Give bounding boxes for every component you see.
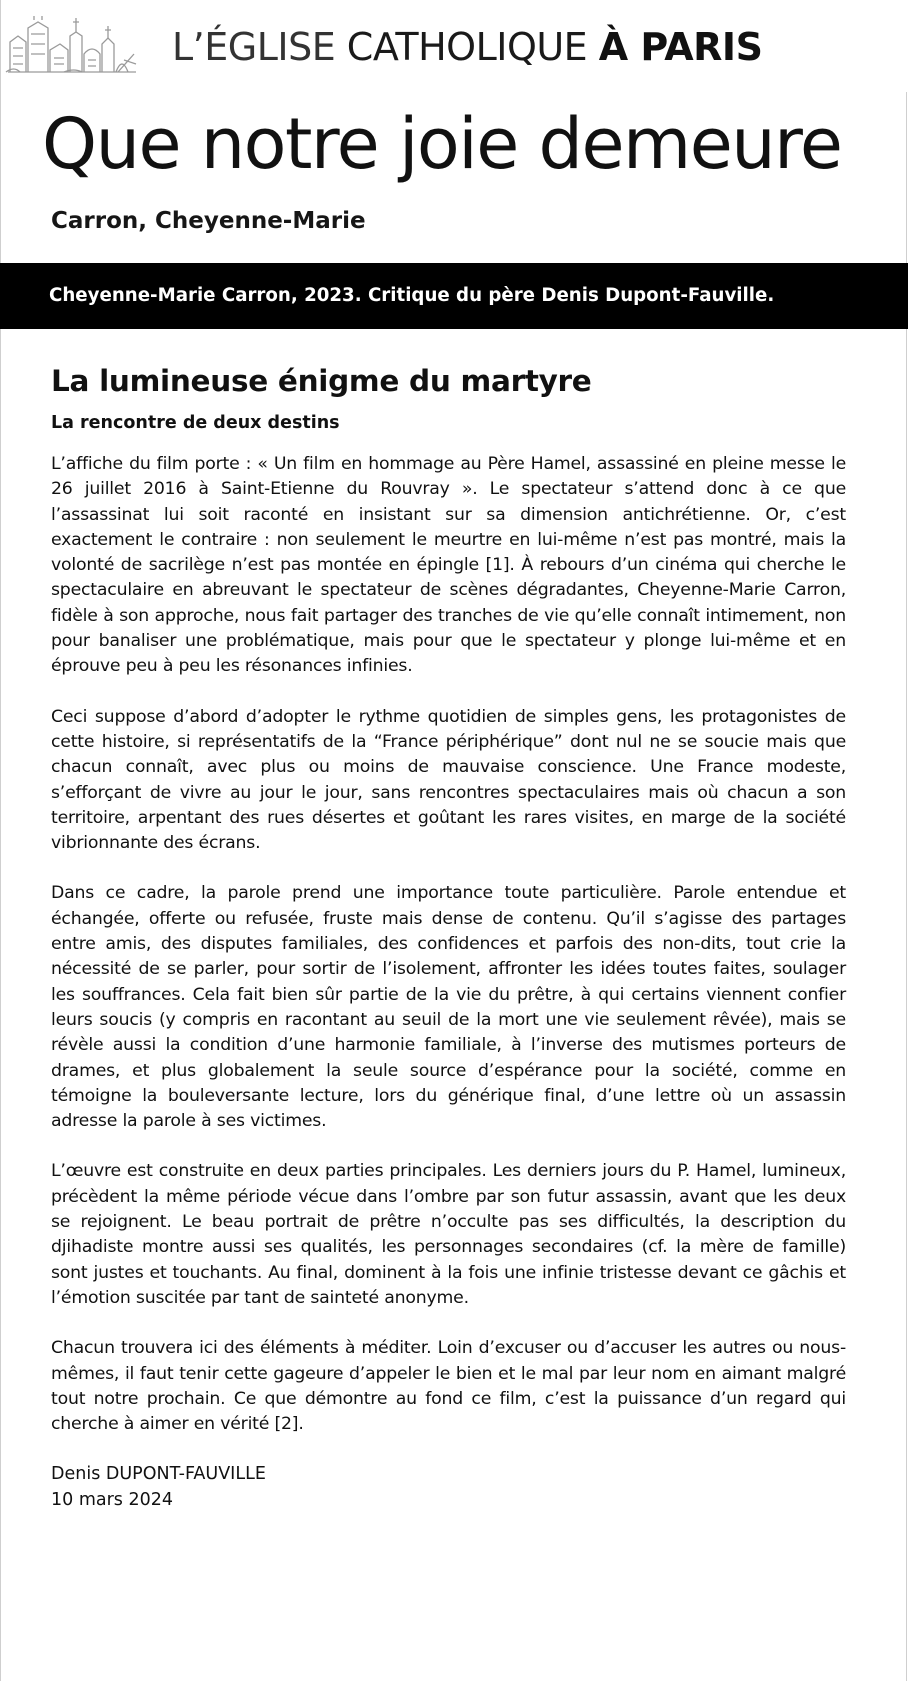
site-title-part-1: L’ÉGLISE — [172, 25, 347, 69]
site-title[interactable] — [172, 22, 762, 72]
site-title-part-3: À PARIS — [598, 25, 763, 69]
publication-date: 10 mars 2024 — [51, 1489, 174, 1510]
article-subheading: La rencontre de deux destins — [51, 413, 340, 433]
article-paragraph: Chacun trouvera ici des éléments à méditer. Loin d’excuser ou d’accuser les autres ou nous-mêmes, il faut tenir cette gageure d’appeler le bien et le mal par leur nom en aimant malgré tout notre prochain. Ce que démontre au fond ce film, c’est la puissance d’un regard qui cherche à aimer en vérité [2]. — [51, 1338, 846, 1435]
article-paragraph: Ceci suppose d’abord d’adopter le rythme quotidien de simples gens, les protagonistes de cette histoire, si représentatifs de la “France périphérique” dont nul ne se soucie mais que chacun connaît, avec plus ou moins de mauvaise conscience. Une France modeste, s’efforçant de vivre au jour le jour, sans rencontres spectaculaires mais où chacun a son territoire, arpentant des rues désertes et goûtant les rares visites, en marge de la société vibrionnante des écrans. — [51, 706, 846, 854]
article-heading: La lumineuse énigme du martyre — [51, 364, 592, 398]
author-name: Denis DUPONT-FAUVILLE — [51, 1464, 266, 1485]
right-border — [906, 92, 907, 1681]
article-paragraph: L’œuvre est construite en deux parties principales. Les derniers jours du P. Hamel, lumineux, précèdent la même période vécue dans l’ombre par son futur assassin, avant que les deux se rejoignent. Le beau portrait de prêtre n’occulte pas ses difficultés, la description du djihadiste montre aussi ses qualités, les personnages secondaires (cf. la mère de famille) sont justes et touchants. Au final, dominent à la fois une infinie tristesse devant ce gâchis et l’émotion suscitée par tant de sainteté anonyme. — [51, 1161, 846, 1308]
site-title-part-2: CATHOLIQUE — [346, 25, 599, 69]
paris-skyline-sketch-icon[interactable] — [4, 14, 140, 76]
film-title: Que notre joie demeure — [42, 103, 842, 185]
review-article — [51, 360, 846, 1513]
article-paragraph: L’affiche du film porte : « Un film en hommage au Père Hamel, assassiné en pleine messe le 26 juillet 2016 à Saint-Etienne du Rouvray ». Le spectateur s’attend donc à ce que l’assassinat lui soit raconté en insistant sur sa dimension antichrétienne. Or, c’est exactement le contraire : non seulement le meurtre en lui-même n’est pas montré, mais la volonté de sacrilège n’est pas montée en épingle [1]. À rebours d’un cinéma qui cherche le spectaculaire en abreuvant le spectateur de scènes dégradantes, Cheyenne-Marie Carron, fidèle à son approche, nous fait partager des tranches de vie qu’elle connaît intimement, non pour banaliser une problématique, mais pour que le spectateur y plonge lui-même et en éprouve peu à peu les résonances infinies. — [51, 454, 846, 677]
director-name: Carron, Cheyenne-Marie — [51, 208, 366, 234]
site-header — [0, 0, 908, 88]
article-paragraph: Dans ce cadre, la parole prend une importance toute particulière. Parole entendue et échangée, offerte ou refusée, fruste mais dense de contenu. Qu’il s’agisse des partages entre amis, des disputes familiales, des confidences et parfois des non-dits, tout crie la nécessité de se parler, pour sortir de l’isolement, affronter les idées toutes faites, soulager les souffrances. Cela fait bien sûr partie de la vie du prêtre, à qui certains viennent confier leurs soucis (y compris en racontant au seuil de la mort une vie seulement rêvée), mais se révèle aussi la condition d’une harmonie familiale, à l’inverse des mutismes porteurs de drames, et plus globalement la seule source d’espérance pour la société, comme en témoigne la bouleversante lecture, lors du générique final, d’une lettre où un assassin adresse la parole à ses victimes. — [51, 883, 846, 1132]
credits-banner — [0, 263, 908, 329]
credits-text: Cheyenne-Marie Carron, 2023. Critique du père Denis Dupont-Fauville. — [49, 285, 775, 306]
signature — [51, 1462, 846, 1513]
